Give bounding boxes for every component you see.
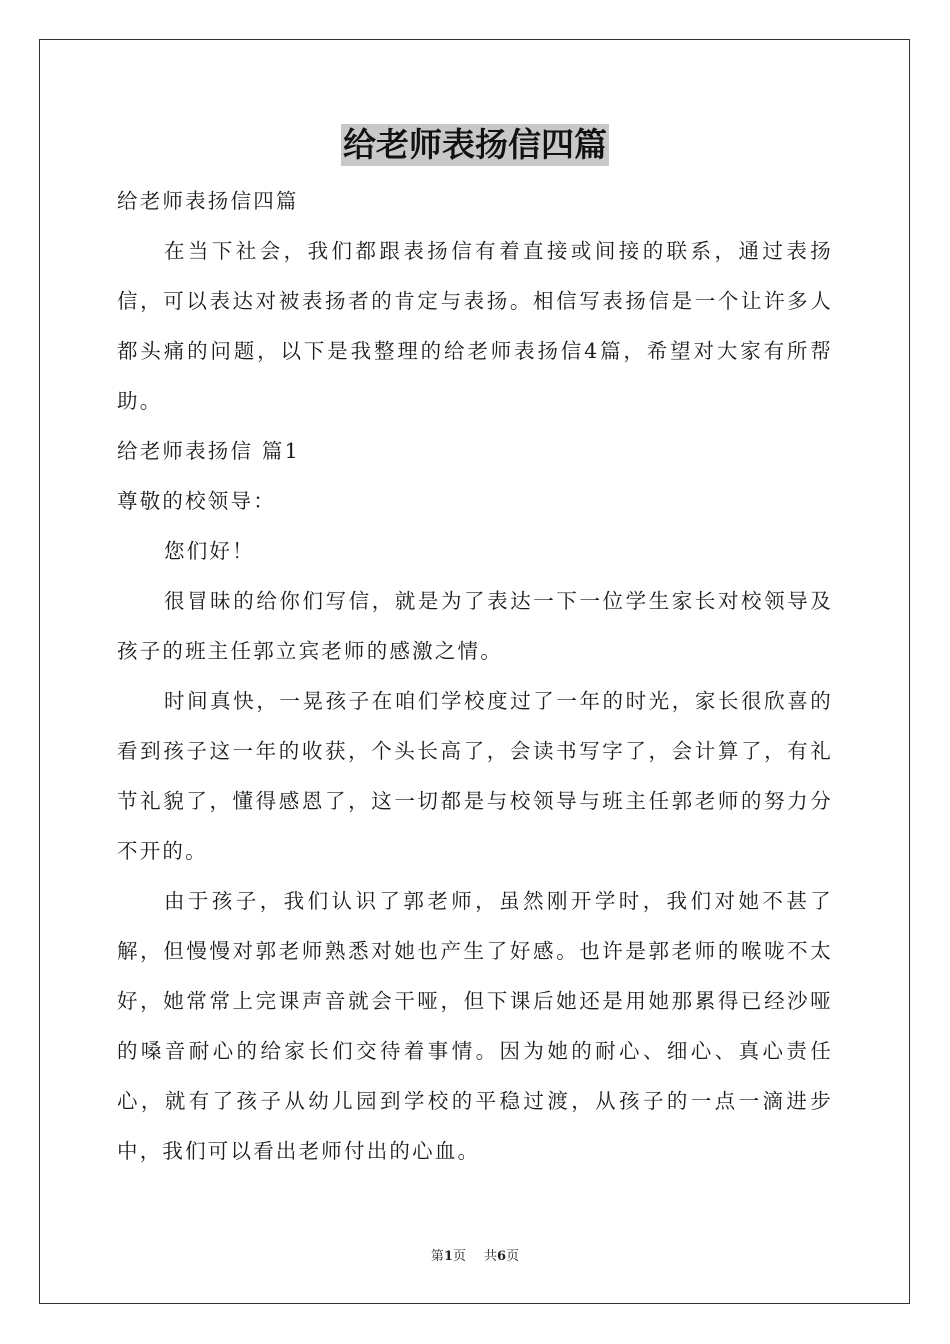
paragraph: 给老师表扬信 篇1 (117, 439, 300, 463)
page-footer (0, 1245, 950, 1264)
page-prefix: 第 (430, 1249, 444, 1264)
total-prefix: 共 (484, 1249, 498, 1264)
document-body (117, 176, 833, 1176)
paragraph: 给老师表扬信四篇 (117, 189, 299, 213)
paragraph: 时间真快，一晃孩子在咱们学校度过了一年的时光，家长很欣喜的看到孩子这一年的收获，个头长高了，会读书写字了，会计算了，有礼节礼貌了，懂得感恩了，这一切都是与校领导与班主任郭老师的努力分不开的。 (117, 689, 833, 863)
document-title: 给老师表扬信四篇 (343, 125, 607, 164)
title-container (0, 124, 950, 166)
paragraph: 您们好！ (164, 539, 255, 563)
paragraph: 很冒昧的给你们写信，就是为了表达一下一位学生家长对校领导及孩子的班主任郭立宾老师的感激之情。 (117, 589, 833, 663)
page-suffix: 页 (452, 1249, 466, 1264)
paragraph: 由于孩子，我们认识了郭老师，虽然刚开学时，我们对她不甚了解，但慢慢对郭老师熟悉对她也产生了好感。也许是郭老师的喉咙不太好，她常常上完课声音就会干哑，但下课后她还是用她那累得已经沙哑的嗓音耐心的给家长们交待着事情。因为她的耐心、细心、真心责任心，就有了孩子从幼儿园到学校的平稳过渡，从孩子的一点一滴进步中，我们可以看出老师付出的心血。 (117, 889, 833, 1163)
page-number: 1 (443, 1249, 453, 1264)
paragraph: 在当下社会，我们都跟表扬信有着直接或间接的联系，通过表扬信，可以表达对被表扬者的肯定与表扬。相信写表扬信是一个让许多人都头痛的问题，以下是我整理的给老师表扬信4篇，希望对大家有所帮助。 (117, 239, 833, 413)
paragraph: 尊敬的校领导： (117, 489, 276, 513)
total-suffix: 页 (506, 1249, 520, 1264)
total-pages: 6 (497, 1249, 507, 1264)
